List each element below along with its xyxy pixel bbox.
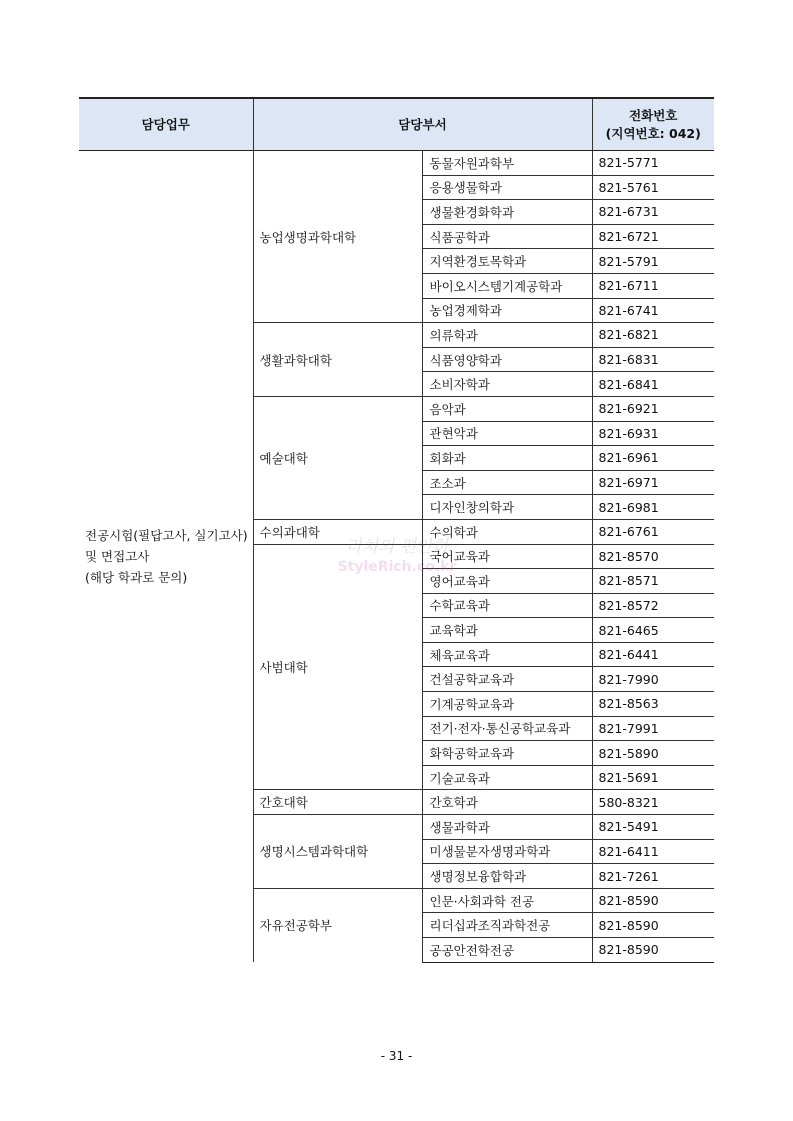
phone-number: 821-8572 — [592, 593, 714, 618]
dept-name: 응용생물학과 — [422, 175, 592, 200]
phone-number: 821-7990 — [592, 667, 714, 692]
header-task: 담당업무 — [79, 98, 253, 151]
phone-number: 821-8570 — [592, 544, 714, 569]
header-phone-title: 전화번호 — [629, 107, 678, 123]
dept-name: 미생물분자생명과학과 — [422, 839, 592, 864]
dept-name: 디자인창의학과 — [422, 495, 592, 520]
dept-name: 소비자학과 — [422, 372, 592, 397]
phone-number: 821-5791 — [592, 249, 714, 274]
header-dept: 담당부서 — [253, 98, 592, 151]
dept-name: 화학공학교육과 — [422, 741, 592, 766]
phone-number: 821-6465 — [592, 618, 714, 643]
dept-name: 회화과 — [422, 446, 592, 471]
dept-name: 식품영양학과 — [422, 347, 592, 372]
phone-number: 821-6731 — [592, 200, 714, 225]
dept-name: 바이오시스템기계공학과 — [422, 273, 592, 298]
college-name: 간호대학 — [253, 790, 422, 815]
dept-name: 건설공학교육과 — [422, 667, 592, 692]
dept-name: 식품공학과 — [422, 224, 592, 249]
dept-name: 지역환경토목학과 — [422, 249, 592, 274]
phone-number: 821-6921 — [592, 396, 714, 421]
dept-name: 조소과 — [422, 470, 592, 495]
college-name: 예술대학 — [253, 396, 422, 519]
dept-name: 인문·사회과학 전공 — [422, 888, 592, 913]
phone-number: 821-5491 — [592, 815, 714, 840]
phone-number: 821-6831 — [592, 347, 714, 372]
phone-number: 821-6821 — [592, 323, 714, 348]
college-name: 자유전공학부 — [253, 888, 422, 962]
college-name: 생명시스템과학대학 — [253, 815, 422, 889]
phone-number: 821-6961 — [592, 446, 714, 471]
phone-number: 821-6711 — [592, 273, 714, 298]
watermark-script: 리치의 편안하 — [345, 537, 449, 557]
phone-number: 821-5890 — [592, 741, 714, 766]
task-cell — [79, 151, 253, 963]
dept-name: 체육교육과 — [422, 642, 592, 667]
dept-name: 수학교육과 — [422, 593, 592, 618]
college-name: 수의과대학 — [253, 519, 422, 544]
phone-number: 821-6411 — [592, 839, 714, 864]
dept-name: 간호학과 — [422, 790, 592, 815]
table-header-row — [79, 98, 714, 151]
phone-number: 821-6721 — [592, 224, 714, 249]
dept-name: 수의학과 — [422, 519, 592, 544]
contact-table — [79, 97, 714, 963]
dept-name: 동물자원과학부 — [422, 151, 592, 176]
dept-name: 의류학과 — [422, 323, 592, 348]
dept-name: 음악과 — [422, 396, 592, 421]
phone-number: 821-5691 — [592, 765, 714, 790]
dept-name: 생물과학과 — [422, 815, 592, 840]
dept-name: 국어교육과 — [422, 544, 592, 569]
task-line3: (해당 학과로 문의) — [85, 570, 188, 586]
phone-number: 821-6841 — [592, 372, 714, 397]
dept-name: 관현악과 — [422, 421, 592, 446]
phone-number: 821-6931 — [592, 421, 714, 446]
dept-name: 교육학과 — [422, 618, 592, 643]
page-number: - 31 - — [380, 1049, 413, 1063]
watermark-brand: StyleRich.co.kr — [337, 559, 457, 575]
phone-number: 580-8321 — [592, 790, 714, 815]
phone-number: 821-6971 — [592, 470, 714, 495]
dept-name: 공공안전학전공 — [422, 938, 592, 963]
college-name: 생활과학대학 — [253, 323, 422, 397]
college-name: 농업생명과학대학 — [253, 151, 422, 323]
phone-number: 821-5761 — [592, 175, 714, 200]
phone-number: 821-6441 — [592, 642, 714, 667]
phone-number: 821-7991 — [592, 716, 714, 741]
phone-number: 821-8590 — [592, 913, 714, 938]
phone-number: 821-8563 — [592, 692, 714, 717]
table-body — [79, 151, 714, 963]
phone-number: 821-6761 — [592, 519, 714, 544]
header-phone — [592, 98, 714, 151]
phone-number: 821-8571 — [592, 569, 714, 594]
dept-name: 생명정보융합학과 — [422, 864, 592, 889]
header-phone-area-code: (지역번호: 042) — [605, 125, 701, 141]
phone-number: 821-5771 — [592, 151, 714, 176]
dept-name: 기술교육과 — [422, 765, 592, 790]
table-row — [79, 151, 714, 176]
dept-name: 농업경제학과 — [422, 298, 592, 323]
dept-name: 영어교육과 — [422, 569, 592, 594]
dept-name: 기계공학교육과 — [422, 692, 592, 717]
task-line2: 및 면접고사 — [85, 549, 150, 565]
phone-number: 821-8590 — [592, 888, 714, 913]
task-line1: 전공시험(필답고사, 실기고사) — [85, 528, 248, 544]
phone-number: 821-7261 — [592, 864, 714, 889]
dept-name: 생물환경화학과 — [422, 200, 592, 225]
phone-number: 821-6981 — [592, 495, 714, 520]
phone-number: 821-8590 — [592, 938, 714, 963]
college-name: 사범대학 — [253, 544, 422, 790]
phone-number: 821-6741 — [592, 298, 714, 323]
dept-name: 전기·전자·통신공학교육과 — [422, 716, 592, 741]
dept-name: 리더십과조직과학전공 — [422, 913, 592, 938]
